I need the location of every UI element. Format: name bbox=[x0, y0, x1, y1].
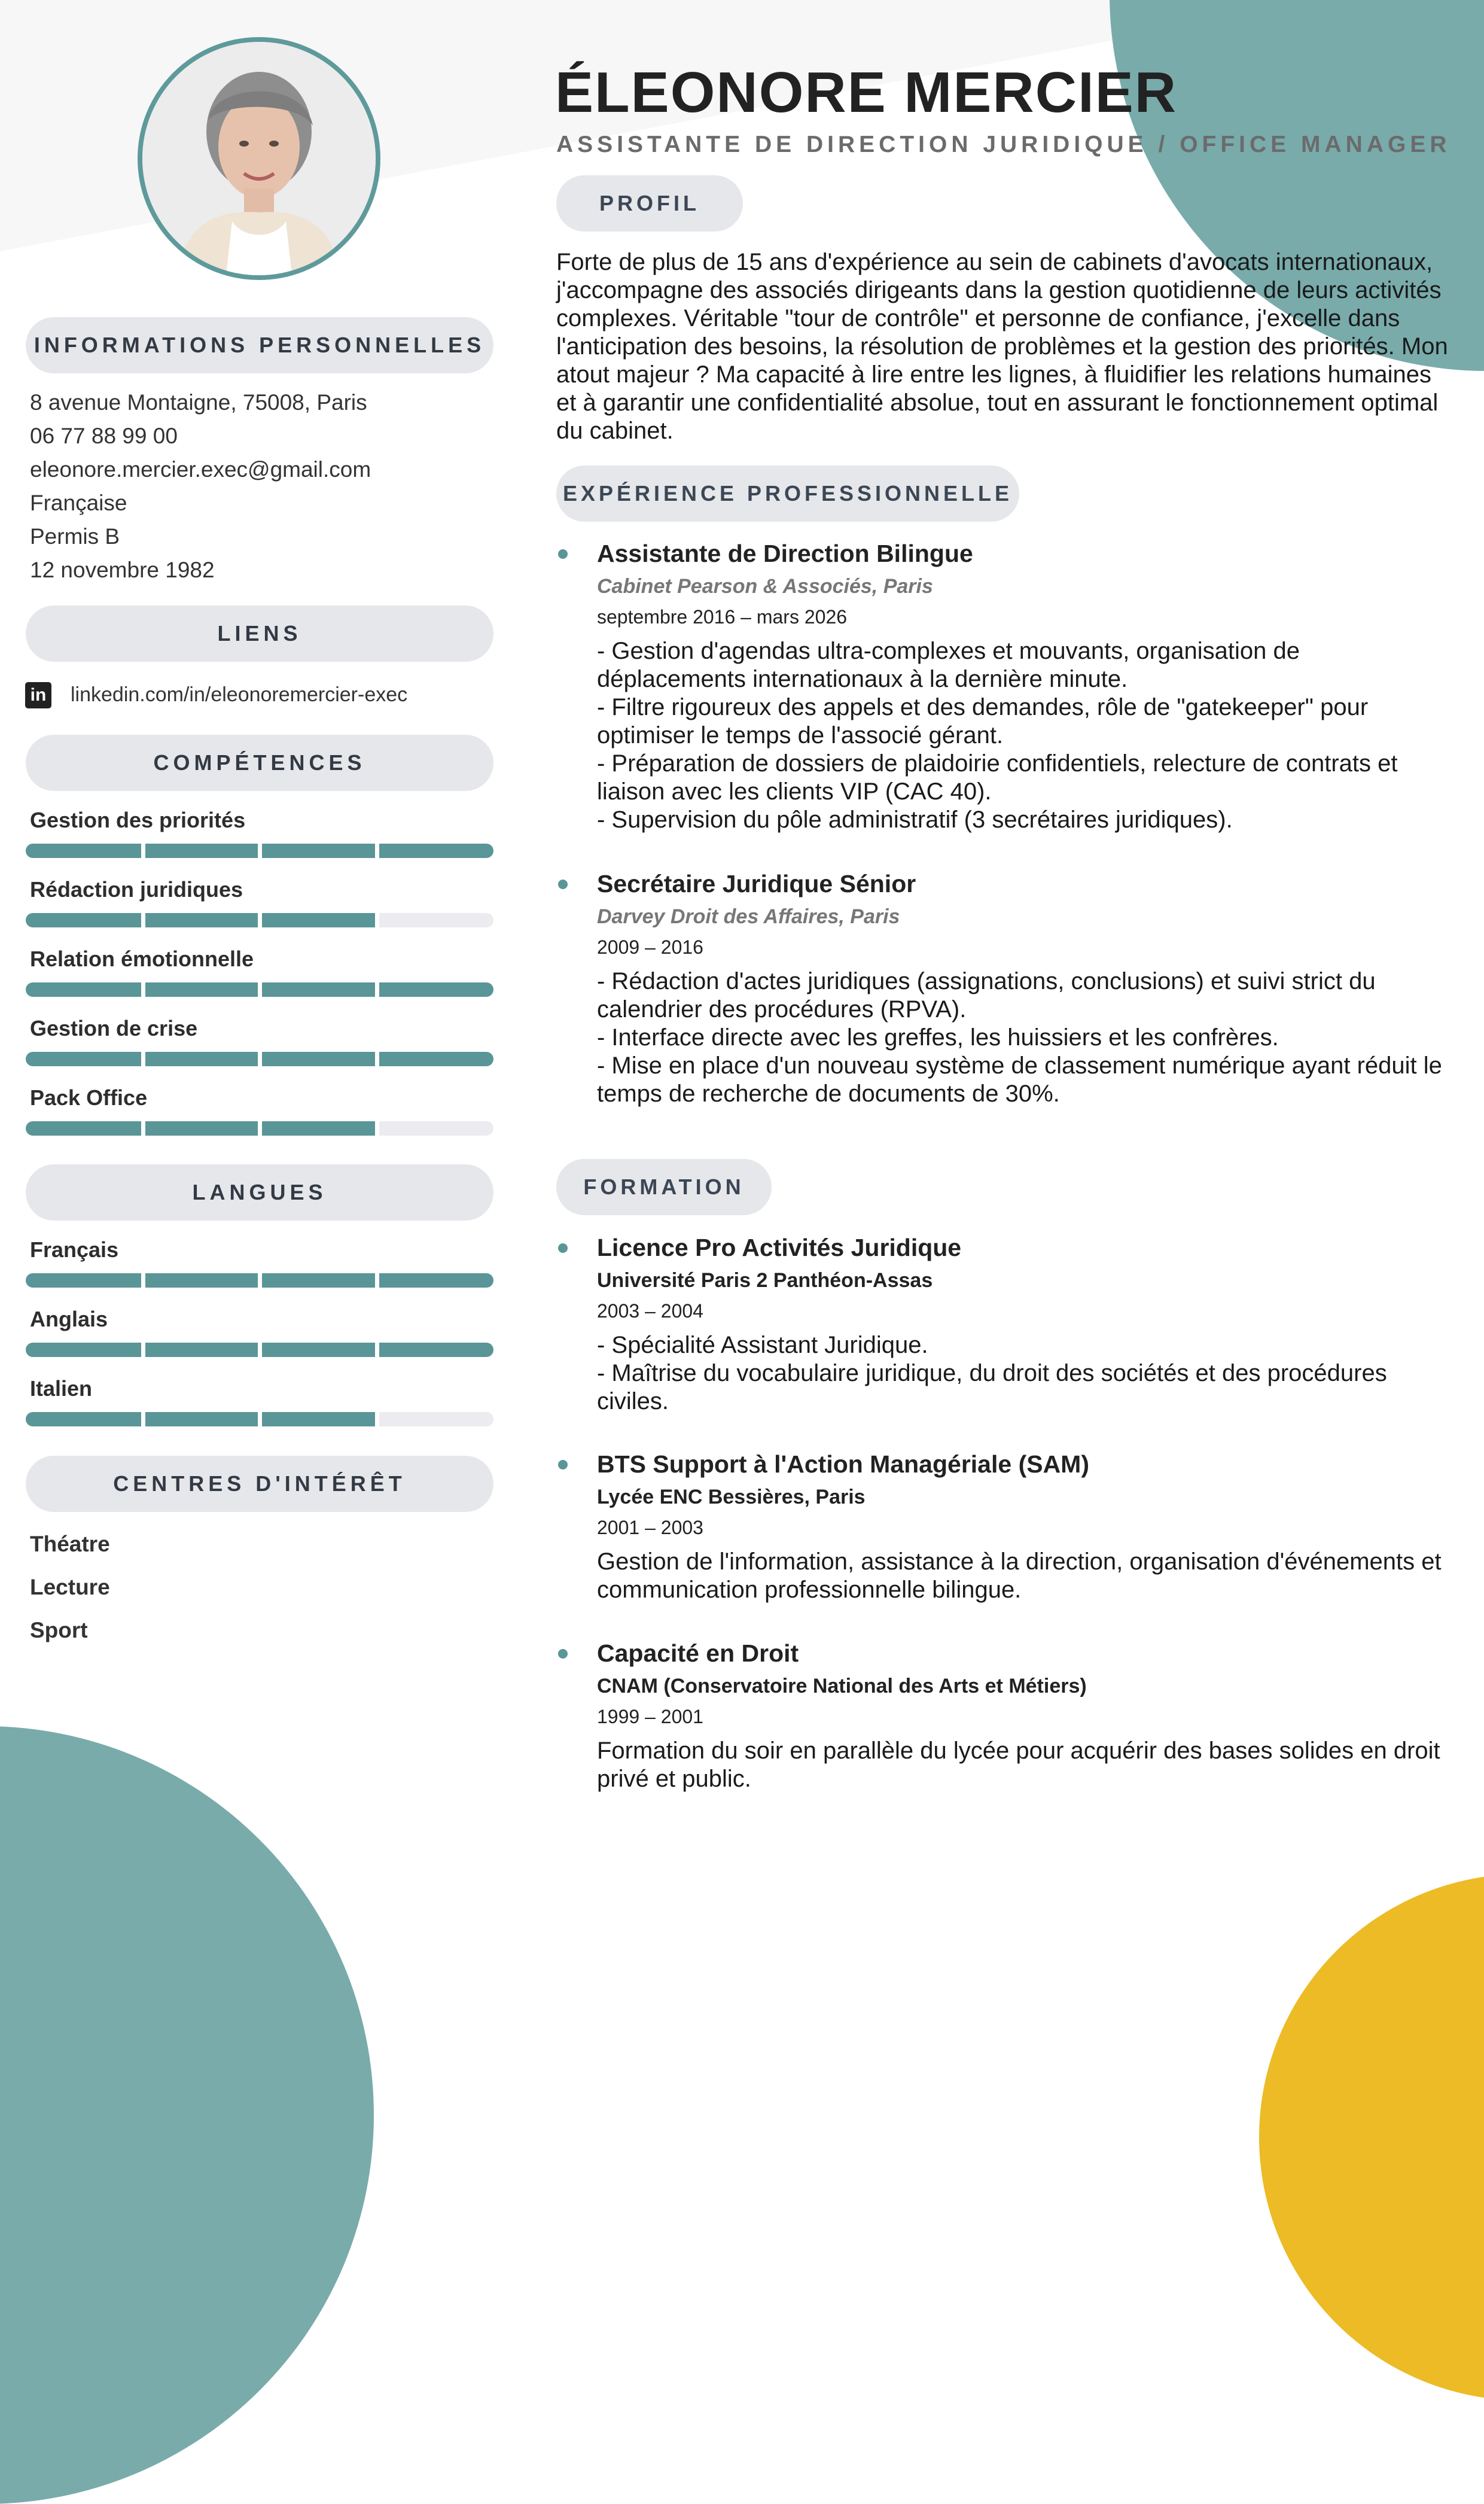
education-dates: 1999 – 2001 bbox=[597, 1706, 703, 1727]
profile-text: Forte de plus de 15 ans d'expérience au sein de cabinets d'avocats internationaux, j'accompagne des associés dirigeants dans la gestion quotidienne de leurs activités complexes. Véritable "tour de contrôle" et personne de confiance, j'excelle dans l'anticipation des besoins, la résolution de problèmes et la gestion des priorités. Mon atout majeur ? Ma capacité à lire entre les lignes, à fluidifier les relations humaines et à garantir une confidentialité absolue, tout en assurant le fonctionnement optimal du cabinet. bbox=[556, 249, 1448, 444]
driving-license: Permis B bbox=[30, 524, 120, 549]
education-school: CNAM (Conservatoire National des Arts et Métiers) bbox=[597, 1675, 1087, 1697]
address: 8 avenue Montaigne, 75008, Paris bbox=[30, 390, 367, 415]
bar-separator bbox=[375, 1412, 379, 1426]
education-title: BTS Support à l'Action Managériale (SAM) bbox=[597, 1450, 1089, 1478]
experience-dates: septembre 2016 – mars 2026 bbox=[597, 606, 848, 628]
section-profile: PROFIL bbox=[556, 175, 743, 232]
bullet-marker bbox=[558, 1460, 568, 1469]
skill-level-bar bbox=[26, 913, 493, 927]
education-description: Formation du soir en parallèle du lycée pour acquérir des bases solides en droit privé et public. bbox=[597, 1738, 1440, 1792]
section-interests: CENTRES D'INTÉRÊT bbox=[26, 1456, 493, 1512]
job-title: ASSISTANTE DE DIRECTION JURIDIQUE / OFFICE MANAGER bbox=[556, 132, 1451, 157]
bar-separator bbox=[258, 1273, 262, 1288]
bar-separator bbox=[375, 1273, 379, 1288]
skill-level-bar bbox=[26, 1121, 493, 1136]
email: eleonore.mercier.exec@gmail.com bbox=[30, 457, 371, 482]
linkedin-icon: in bbox=[25, 682, 51, 708]
bar-separator bbox=[375, 1121, 379, 1136]
bar-separator bbox=[258, 913, 262, 927]
skill-label: Rédaction juridiques bbox=[30, 877, 243, 902]
bar-separator bbox=[141, 1121, 145, 1136]
profile-photo bbox=[138, 37, 380, 280]
education-school: Université Paris 2 Panthéon-Assas bbox=[597, 1269, 933, 1292]
skill-level-fill bbox=[26, 913, 377, 927]
decorative-circle-bottom-right bbox=[1259, 1874, 1484, 2400]
interest-item: Lecture bbox=[30, 1575, 110, 1599]
bar-separator bbox=[141, 913, 145, 927]
birthdate: 12 novembre 1982 bbox=[30, 558, 215, 582]
language-level-bar bbox=[26, 1343, 493, 1357]
linkedin-link[interactable]: linkedin.com/in/eleonoremercier-exec bbox=[71, 683, 408, 706]
education-dates: 2001 – 2003 bbox=[597, 1517, 703, 1538]
candidate-name: ÉLEONORE MERCIER bbox=[555, 60, 1178, 124]
section-personal-info: INFORMATIONS PERSONNELLES bbox=[26, 317, 493, 373]
skill-label: Gestion de crise bbox=[30, 1016, 198, 1040]
skill-level-fill bbox=[26, 1121, 377, 1136]
experience-title: Secrétaire Juridique Sénior bbox=[597, 870, 916, 897]
nationality: Française bbox=[30, 491, 127, 515]
section-education: FORMATION bbox=[556, 1159, 772, 1215]
language-level-bar bbox=[26, 1273, 493, 1288]
bar-separator bbox=[141, 1273, 145, 1288]
experience-description: - Rédaction d'actes juridiques (assignations, conclusions) et suivi strict du calendrier des procédures (RPVA). - Interface directe avec les greffes, les huissiers et les confrères. - Mise en place d'un nouveau système de classement numérique ayant réduit le temps de recherche de documents de 30%. bbox=[597, 968, 1442, 1107]
language-level-bar bbox=[26, 1412, 493, 1426]
section-experience: EXPÉRIENCE PROFESSIONNELLE bbox=[556, 465, 1019, 522]
experience-company: Cabinet Pearson & Associés, Paris bbox=[597, 575, 933, 598]
bar-separator bbox=[258, 1412, 262, 1426]
bar-separator bbox=[258, 1121, 262, 1136]
education-description: - Spécialité Assistant Juridique. - Maîtrise du vocabulaire juridique, du droit des sociétés et des procédures civiles. bbox=[597, 1332, 1387, 1414]
bar-separator bbox=[141, 844, 145, 858]
section-languages: LANGUES bbox=[26, 1164, 493, 1221]
experience-description: - Gestion d'agendas ultra-complexes et mouvants, organisation de déplacements internationaux à la dernière minute. - Filtre rigoureux des appels et des demandes, rôle de "gatekeeper" pour optimiser le temps de l'associé gérant. - Préparation de dossiers de plaidoirie confidentiels, relecture de contrats et liaison avec les clients VIP (CAC 40). - Supervision du pôle administratif (3 secrétaires juridiques). bbox=[597, 638, 1398, 833]
section-links: LIENS bbox=[26, 606, 493, 662]
language-label: Italien bbox=[30, 1376, 93, 1401]
experience-title: Assistante de Direction Bilingue bbox=[597, 540, 973, 567]
language-label: Français bbox=[30, 1237, 119, 1262]
phone: 06 77 88 99 00 bbox=[30, 424, 178, 448]
bullet-marker bbox=[558, 1243, 568, 1253]
skill-label: Gestion des priorités bbox=[30, 808, 246, 832]
bullet-marker bbox=[558, 549, 568, 559]
bar-separator bbox=[375, 982, 379, 997]
language-label: Anglais bbox=[30, 1307, 108, 1331]
education-title: Capacité en Droit bbox=[597, 1639, 799, 1667]
skill-level-bar bbox=[26, 982, 493, 997]
portrait-illustration bbox=[142, 42, 376, 275]
bar-separator bbox=[258, 844, 262, 858]
bullet-marker bbox=[558, 880, 568, 889]
education-dates: 2003 – 2004 bbox=[597, 1300, 703, 1322]
bar-separator bbox=[141, 1052, 145, 1066]
bar-separator bbox=[375, 1052, 379, 1066]
bar-separator bbox=[258, 1343, 262, 1357]
bar-separator bbox=[258, 982, 262, 997]
education-title: Licence Pro Activités Juridique bbox=[597, 1234, 962, 1261]
bar-separator bbox=[141, 1343, 145, 1357]
education-school: Lycée ENC Bessières, Paris bbox=[597, 1486, 866, 1508]
skill-label: Pack Office bbox=[30, 1085, 148, 1110]
bar-separator bbox=[141, 1412, 145, 1426]
bar-separator bbox=[375, 844, 379, 858]
interest-item: Théatre bbox=[30, 1532, 110, 1556]
bullet-marker bbox=[558, 1649, 568, 1659]
bar-separator bbox=[258, 1052, 262, 1066]
bar-separator bbox=[375, 913, 379, 927]
section-skills: COMPÉTENCES bbox=[26, 735, 493, 791]
skill-label: Relation émotionnelle bbox=[30, 947, 254, 971]
bar-separator bbox=[141, 982, 145, 997]
education-description: Gestion de l'information, assistance à la direction, organisation d'événements et communication professionnelle bilingue. bbox=[597, 1548, 1442, 1603]
skill-level-bar bbox=[26, 844, 493, 858]
interest-item: Sport bbox=[30, 1618, 88, 1642]
experience-company: Darvey Droit des Affaires, Paris bbox=[597, 905, 900, 928]
language-level-fill bbox=[26, 1412, 377, 1426]
skill-level-bar bbox=[26, 1052, 493, 1066]
bar-separator bbox=[375, 1343, 379, 1357]
decorative-circle-bottom-left bbox=[0, 1726, 374, 2504]
experience-dates: 2009 – 2016 bbox=[597, 936, 703, 958]
